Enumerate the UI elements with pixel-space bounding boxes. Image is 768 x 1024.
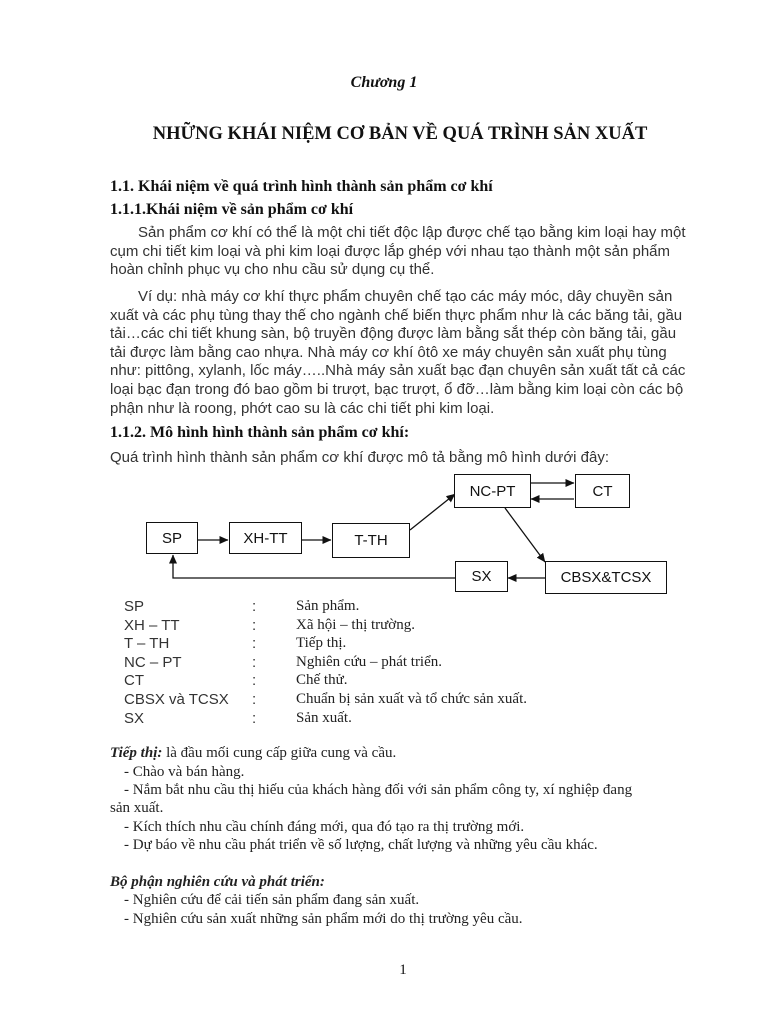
glossary-colon: : bbox=[252, 653, 257, 671]
para1-line: Sản phẩm cơ khí có thể là một chi tiết độc lập được chế tạo bằng kim loại hay một bbox=[138, 224, 686, 241]
abbreviation-glossary bbox=[124, 598, 644, 728]
glossary-colon: : bbox=[252, 616, 257, 634]
marketing-text: là đầu mối cung cấp giữa cung và cầu. bbox=[162, 745, 397, 761]
glossary-meaning: Sản xuất. bbox=[296, 709, 352, 726]
glossary-row bbox=[124, 617, 644, 636]
marketing-item: sản xuất. bbox=[110, 800, 164, 816]
chapter-label: Chương 1 bbox=[350, 74, 418, 91]
glossary-colon: : bbox=[252, 598, 257, 615]
node-xh-tt: XH-TT bbox=[229, 522, 302, 554]
arrow-sx-to-sp bbox=[173, 555, 455, 578]
glossary-colon: : bbox=[252, 690, 257, 708]
section-heading-1-1-2: 1.1.2. Mô hình hình thành sản phẩm cơ khí: bbox=[110, 424, 410, 441]
marketing-item: - Nắm bắt nhu cầu thị hiếu của khách hàng đối với sản phẩm công ty, xí nghiệp đang bbox=[124, 782, 633, 798]
marketing-item: - Dự báo về nhu cầu phát triển về số lượng, chất lượng và những yêu cầu khác. bbox=[124, 837, 598, 853]
glossary-colon: : bbox=[252, 635, 257, 653]
para2-line: tải…các chi tiết khung sàn, bộ truyền động được làm bằng sắt thép còn băng tải, gầu bbox=[110, 325, 677, 343]
para2-line: xuất và các phụ tùng thay thế cho ngành chế biến thực phẩm như là các băng tải, gầu bbox=[110, 306, 683, 324]
node-t-th: T-TH bbox=[332, 523, 410, 558]
glossary-colon: : bbox=[252, 672, 257, 690]
glossary-row bbox=[124, 598, 644, 617]
para2-line: loại bạc đạn trong đó bao gồm bi trượt, bạc trượt, ổ đỡ…làm bằng kim loại còn các bộ bbox=[110, 380, 684, 398]
node-nc-pt: NC-PT bbox=[454, 474, 531, 508]
diagram-intro: Quá trình hình thành sản phẩm cơ khí được mô tả bằng mô hình dưới đây: bbox=[110, 449, 610, 466]
glossary-row bbox=[124, 691, 644, 710]
para1-line: hoàn chỉnh phục vụ cho nhu cầu sử dụng cụ thể. bbox=[110, 261, 435, 279]
para1-line: cụm chi tiết kim loại và phi kim loại được lắp ghép với nhau tạo thành một sản phẩm bbox=[110, 242, 670, 260]
para2-line: tải được làm bằng cao nhựa. Nhà máy cơ khí ôtô xe máy chuyên sản xuất phụ tùng bbox=[110, 343, 667, 361]
marketing-definition bbox=[110, 745, 396, 762]
para2-line: như: pittông, xylanh, lốc máy…..Nhà máy sản xuất bạc đạn chuyên sản xuất tất cả các bbox=[110, 362, 686, 380]
marketing-label: Tiếp thị: bbox=[110, 745, 163, 761]
rnd-item: - Nghiên cứu sản xuất những sản phẩm mới do thị trường yêu cầu. bbox=[124, 911, 523, 927]
rnd-item: - Nghiên cứu để cải tiến sản phẩm đang sản xuất. bbox=[124, 892, 420, 908]
node-sp: SP bbox=[146, 522, 198, 554]
para2-line: Ví dụ: nhà máy cơ khí thực phẩm chuyên chế tạo các máy móc, dây chuyền sản bbox=[138, 288, 673, 305]
section-heading-1-1-1: 1.1.1.Khái niệm về sản phẩm cơ khí bbox=[110, 201, 354, 218]
marketing-item: - Kích thích nhu cầu chính đáng mới, qua đó tạo ra thị trường mới. bbox=[124, 819, 525, 835]
glossary-meaning: Sản phẩm. bbox=[296, 598, 360, 614]
glossary-abbr: SP bbox=[124, 598, 145, 615]
node-cbsx-tcsx: CBSX&TCSX bbox=[545, 561, 667, 594]
paragraph-example bbox=[110, 288, 694, 418]
glossary-row bbox=[124, 635, 644, 654]
glossary-row bbox=[124, 654, 644, 673]
glossary-row bbox=[124, 672, 644, 691]
page-number: 1 bbox=[399, 962, 407, 978]
glossary-abbr: XH – TT bbox=[124, 616, 180, 634]
glossary-abbr: CT bbox=[124, 672, 144, 690]
marketing-item: - Chào và bán hàng. bbox=[124, 764, 245, 780]
glossary-colon: : bbox=[252, 709, 257, 727]
node-sx: SX bbox=[455, 561, 508, 592]
section-heading-1-1: 1.1. Khái niệm về quá trình hình thành sản phẩm cơ khí bbox=[110, 178, 493, 195]
paragraph-product-definition bbox=[110, 224, 694, 280]
node-ct: CT bbox=[575, 474, 630, 508]
arrow-ncpt-to-cbsx bbox=[505, 508, 545, 562]
glossary-row bbox=[124, 710, 644, 729]
glossary-abbr: CBSX và TCSX bbox=[124, 690, 229, 708]
glossary-meaning: Chế thử. bbox=[296, 672, 348, 689]
glossary-meaning: Tiếp thị. bbox=[296, 635, 347, 652]
para2-line: phận như là roong, phớt cao su là các chi tiết phi kim loại. bbox=[110, 399, 495, 417]
glossary-meaning: Chuẩn bị sản xuất và tổ chức sản xuất. bbox=[296, 690, 527, 707]
glossary-meaning: Xã hội – thị trường. bbox=[296, 616, 415, 633]
arrow-tth-to-ncpt bbox=[410, 494, 455, 530]
chapter-title: NHỮNG KHÁI NIỆM CƠ BẢN VỀ QUÁ TRÌNH SẢN XUẤT bbox=[152, 124, 648, 144]
glossary-abbr: NC – PT bbox=[124, 653, 182, 671]
glossary-abbr: T – TH bbox=[124, 635, 170, 653]
rnd-heading: Bộ phận nghiên cứu và phát triển: bbox=[110, 874, 325, 890]
glossary-meaning: Nghiên cứu – phát triển. bbox=[296, 653, 443, 670]
glossary-abbr: SX bbox=[124, 709, 145, 727]
